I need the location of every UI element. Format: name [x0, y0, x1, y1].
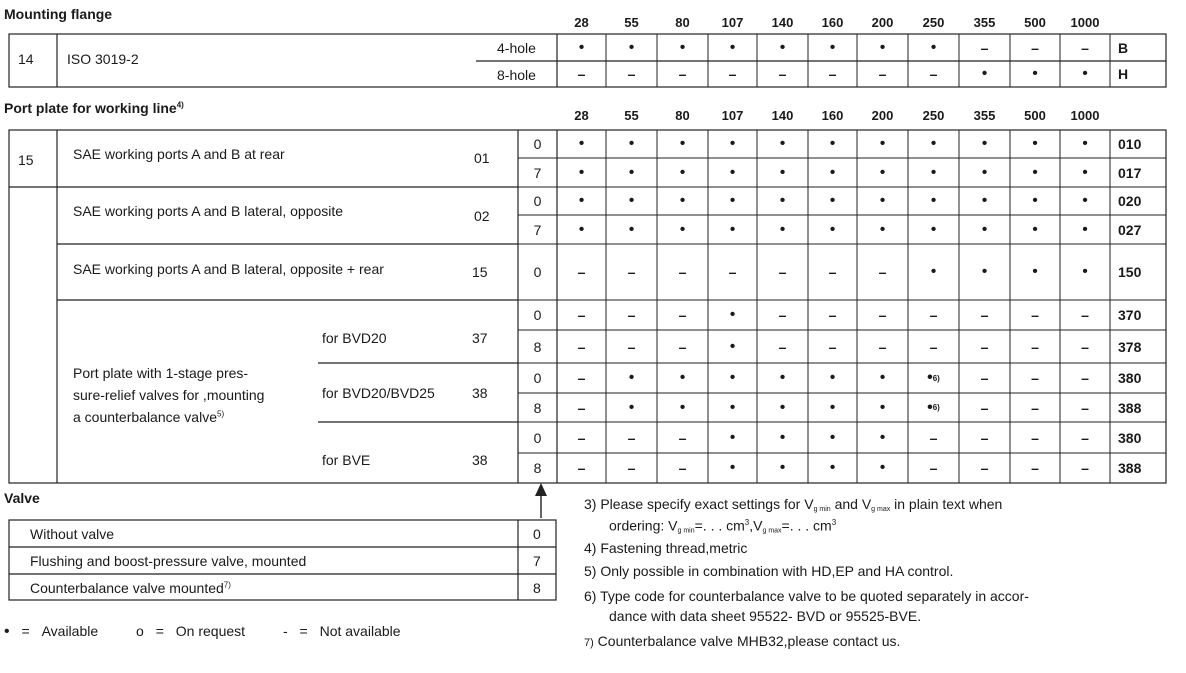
port-code: 027 [1118, 221, 1142, 238]
port-cell: – [577, 399, 586, 416]
port-cell: • [779, 428, 786, 446]
port-cell: • [628, 163, 635, 181]
port-cell: – [878, 307, 887, 323]
port-cell: – [980, 307, 989, 323]
port-cell: – [1031, 429, 1039, 446]
group-label-02: SAE working ports A and B lateral, opposite [73, 203, 344, 219]
mounting-size-55: 55 [624, 15, 639, 30]
port-cell: – [980, 429, 989, 446]
port-cell: • [981, 192, 988, 209]
port-cell: • [1082, 135, 1088, 152]
port-cell: – [878, 338, 887, 355]
port-cell: • [829, 398, 836, 416]
port-cell: • [1032, 263, 1038, 280]
mounting-size-107: 107 [721, 15, 744, 30]
port-cell: – [577, 429, 586, 446]
footnote-6-line2: dance with data sheet 95522- BVD or 95525-BVE. [609, 608, 922, 624]
port-cell: • [930, 135, 937, 152]
port-cell: – [828, 338, 837, 355]
mounting-cell: • [679, 38, 686, 56]
mounting-size-250: 250 [922, 15, 945, 30]
port-cell: • [578, 192, 585, 209]
port-cell: – [577, 338, 586, 355]
valve-title: Valve [4, 490, 40, 506]
port-cell: – [678, 264, 687, 280]
port-cell: • [1082, 163, 1088, 181]
sub-code-38-a: 38 [472, 385, 488, 401]
port-cell: – [1031, 460, 1039, 476]
port-cell: • 6) [927, 398, 940, 416]
legend-on-request-label: On request [175, 623, 246, 639]
port-cell: • [981, 263, 988, 280]
port-code: 388 [1118, 460, 1142, 476]
port-cell: • [578, 163, 585, 181]
valve-label-8: Counterbalance valve mounted$^{7)}$ [30, 580, 231, 596]
valve-code-cell: 0 [533, 136, 542, 152]
port-cell: • [628, 398, 635, 416]
mounting-size-200: 200 [871, 15, 894, 30]
port-cell: • [679, 163, 686, 181]
port-cell: • [930, 163, 937, 181]
port-size-160: 160 [821, 108, 844, 123]
valve-code-cell: 7 [533, 221, 542, 238]
port-cell: – [1031, 399, 1039, 416]
port-cell: • [829, 428, 836, 446]
sub-label-bvd20-bvd25: for BVD20/BVD25 [322, 385, 435, 401]
port-cell: – [678, 460, 687, 476]
port-cell: – [577, 307, 586, 323]
port-cell: • [679, 220, 686, 238]
port-cell: – [980, 338, 989, 355]
sub-label-bve: for BVE [322, 452, 371, 468]
relief-label-line2: sure-relief valves for ,mounting [73, 387, 265, 403]
port-cell: – [627, 338, 636, 355]
footnote-7: 7) Counterbalance valve MHB32,please contact us. [584, 633, 901, 649]
mounting-cell: – [828, 66, 837, 82]
port-cell: • [578, 220, 585, 238]
port-cell: • [729, 428, 736, 446]
port-cell: – [980, 399, 989, 416]
port-code: 020 [1118, 193, 1142, 209]
port-cell: • [729, 459, 736, 476]
valve-code-cell: 0 [533, 429, 542, 446]
port-size-55: 55 [624, 108, 639, 123]
port-cell: – [1031, 338, 1039, 355]
mounting-cell: • [578, 38, 585, 56]
footnote-3-line1: 3) Please specify exact settings for $V_{g min}$ and $V_{g max}$ in plain text when [584, 496, 1003, 513]
port-cell: – [929, 307, 938, 323]
port-size-140: 140 [771, 108, 794, 123]
port-cell: – [627, 460, 636, 476]
port-cell: – [627, 429, 636, 446]
valve-label-7: Flushing and boost-pressure valve, mounted [30, 553, 307, 569]
port-cell: • [829, 369, 836, 386]
hole-label-4: 4-hole [497, 40, 536, 56]
sub-code-37: 37 [472, 330, 488, 346]
port-cell: • [779, 398, 786, 416]
mounting-size-1000: 1000 [1070, 15, 1100, 30]
legend-not-available-symbol: - [282, 623, 288, 639]
port-cell: • [981, 220, 988, 238]
port-plate-title: Port plate for working line$^{4)}$ [4, 100, 184, 116]
mounting-cell: • [729, 38, 736, 56]
port-cell: • [829, 163, 836, 181]
mounting-size-140: 140 [771, 15, 794, 30]
port-cell: • [628, 192, 635, 209]
port-cell: • [679, 192, 686, 209]
port-cell: – [577, 460, 586, 476]
port-cell: – [828, 307, 837, 323]
port-cell: – [980, 370, 989, 386]
port-cell: – [929, 460, 938, 476]
port-cell: • [779, 135, 786, 152]
port-cell: – [1031, 307, 1039, 323]
valve-code-cell: 8 [533, 460, 542, 476]
mounting-size-355: 355 [973, 15, 996, 30]
port-cell: • [981, 135, 988, 152]
sub-code-38-b: 38 [472, 452, 488, 468]
valve-code-cell: 0 [533, 307, 542, 323]
port-cell: • [1082, 192, 1088, 209]
port-cell: • [628, 220, 635, 238]
group-code-02: 02 [474, 208, 490, 224]
mounting-cell: – [980, 39, 989, 56]
legend-not-available-label: Not available [319, 623, 401, 639]
valve-code-cell: 0 [533, 264, 542, 280]
port-cell: • [829, 459, 836, 476]
port-cell: – [1081, 370, 1089, 386]
port-cell: • [779, 220, 786, 238]
valve-label-0: Without valve [30, 526, 115, 542]
port-cell: – [1081, 307, 1089, 323]
mounting-cell: – [577, 66, 586, 82]
port-cell: • [879, 135, 886, 152]
port-cell: – [1031, 370, 1039, 386]
mounting-cell: • [829, 38, 836, 56]
port-cell: • [679, 135, 686, 152]
port-cell: • [1032, 220, 1038, 238]
port-cell: – [778, 264, 787, 280]
legend: • = Available o = On request - = Not available [4, 623, 401, 640]
port-cell: – [778, 338, 787, 355]
port-cell: • [729, 369, 736, 386]
port-cell: • [729, 398, 736, 416]
footnote-5: 5) Only possible in combination with HD,EP and HA control. [584, 563, 954, 579]
port-cell: • [930, 263, 937, 280]
valve-code-8: 8 [533, 580, 541, 596]
mounting-cell: • [779, 38, 786, 56]
valve-code-0: 0 [533, 526, 541, 542]
mounting-cell: • [628, 38, 635, 56]
port-size-200: 200 [871, 108, 894, 123]
mounting-cell: – [1031, 39, 1039, 56]
mounting-cell: • [1032, 65, 1038, 82]
port-code: 150 [1118, 264, 1142, 280]
port-cell: • [930, 220, 937, 238]
mounting-cell: • [879, 38, 886, 56]
footnote-4: 4) Fastening thread,metric [584, 540, 748, 556]
port-cell: • [679, 369, 686, 386]
port-cell: – [929, 429, 938, 446]
port-cell: • [879, 459, 886, 476]
port-code: 010 [1118, 136, 1142, 152]
valve-code-cell: 7 [533, 164, 542, 181]
relief-label-line3: a counterbalance valve$^{5)}$ [73, 409, 225, 425]
mounting-cell: – [778, 66, 787, 82]
port-cell: • [779, 163, 786, 181]
port-cell: • [1082, 220, 1088, 238]
port-cell: – [577, 370, 586, 386]
port-size-80: 80 [675, 108, 690, 123]
relief-label-line1: Port plate with 1-stage pres- [73, 365, 249, 381]
port-cell: • [1082, 263, 1088, 280]
legend-on-request-symbol: o [136, 623, 144, 639]
port-code: 380 [1118, 370, 1142, 386]
port-cell: • [879, 163, 886, 181]
port-cell: • [729, 192, 736, 209]
mounting-cell: – [1081, 39, 1089, 56]
port-cell: • [1032, 192, 1038, 209]
mounting-code: B [1118, 39, 1129, 56]
mounting-size-160: 160 [821, 15, 844, 30]
valve-code-cell: 8 [533, 338, 542, 355]
footnote-6-line1: 6) Type code for counterbalance valve to be quoted separately in accor- [584, 588, 1029, 604]
port-cell: • [578, 135, 585, 152]
legend-available-label: Available [41, 623, 99, 639]
port-cell: • [981, 163, 988, 181]
port-cell: • [729, 163, 736, 181]
group-code-01: 01 [474, 150, 490, 166]
valve-code-cell: 8 [533, 399, 542, 416]
port-size-28: 28 [574, 108, 589, 123]
port-cell: • [729, 306, 736, 323]
port-size-107: 107 [721, 108, 744, 123]
port-code: 017 [1118, 164, 1142, 181]
port-cell: – [627, 307, 636, 323]
port-cell: – [980, 460, 989, 476]
mounting-flange-number: 14 [18, 51, 34, 67]
port-cell: • [729, 337, 736, 355]
port-cell: – [778, 307, 787, 323]
mounting-size-500: 500 [1024, 15, 1046, 30]
port-cell: • [829, 220, 836, 238]
port-size-500: 500 [1024, 108, 1046, 123]
footnote-3-line2: ordering: $V_{g min}=$. . . $cm^3,V_{g max}=$. . . $cm^3$ [609, 517, 837, 535]
port-cell: – [1081, 338, 1089, 355]
mounting-cell: – [678, 66, 687, 82]
port-code: 388 [1118, 399, 1142, 416]
port-plate-number: 15 [18, 152, 34, 168]
port-cell: • [729, 135, 736, 152]
group-label-15: SAE working ports A and B lateral, opposite + rear [73, 261, 384, 277]
port-cell: • [879, 398, 886, 416]
mounting-cell: • [930, 38, 937, 56]
group-label-01: SAE working ports A and B at rear [73, 146, 285, 162]
group-code-15: 15 [472, 264, 488, 280]
port-cell: • [879, 192, 886, 209]
port-cell: • [729, 220, 736, 238]
mounting-cell: – [878, 66, 887, 82]
port-cell: • [829, 192, 836, 209]
port-cell: • [829, 135, 836, 152]
legend-available-symbol: • [4, 623, 10, 640]
port-cell: – [828, 264, 837, 280]
port-code: 370 [1118, 307, 1142, 323]
port-size-1000: 1000 [1070, 108, 1100, 123]
valve-code-cell: 0 [533, 370, 542, 386]
mounting-flange-name: ISO 3019-2 [67, 51, 139, 67]
port-cell: • [779, 459, 786, 476]
port-cell: • [879, 220, 886, 238]
mounting-size-28: 28 [574, 15, 589, 30]
mounting-cell: – [929, 66, 938, 82]
sub-label-bvd20: for BVD20 [322, 330, 387, 346]
port-cell: – [678, 338, 687, 355]
port-size-355: 355 [973, 108, 996, 123]
mounting-cell: – [627, 66, 636, 82]
mounting-cell: • [981, 65, 988, 82]
port-cell: – [678, 307, 687, 323]
port-cell: • [879, 428, 886, 446]
valve-code-7: 7 [533, 553, 541, 569]
mounting-flange-title: Mounting flange [4, 6, 113, 22]
port-cell: • [879, 369, 886, 386]
mounting-code: H [1118, 66, 1129, 82]
arrow-up-icon [535, 483, 547, 518]
port-cell: • [779, 369, 786, 386]
port-cell: – [929, 338, 938, 355]
mounting-cell: • [1082, 65, 1088, 82]
port-cell: – [728, 264, 737, 280]
port-cell: – [1081, 399, 1089, 416]
port-cell: – [577, 264, 586, 280]
port-cell: – [1081, 429, 1089, 446]
port-cell: • [930, 192, 937, 209]
port-cell: – [678, 429, 687, 446]
valve-code-cell: 0 [533, 193, 542, 209]
port-cell: • [628, 135, 635, 152]
port-cell: – [878, 264, 887, 280]
port-code: 378 [1118, 338, 1142, 355]
port-cell: • [628, 369, 635, 386]
mounting-cell: – [728, 66, 737, 82]
port-cell: – [1081, 460, 1089, 476]
port-cell: • [1032, 135, 1038, 152]
port-code: 380 [1118, 429, 1142, 446]
port-cell: • [1032, 163, 1038, 181]
port-cell: • [679, 398, 686, 416]
port-cell: – [627, 264, 636, 280]
port-cell: • [779, 192, 786, 209]
port-size-250: 250 [922, 108, 945, 123]
hole-label-8: 8-hole [497, 67, 536, 83]
port-cell: • 6) [927, 369, 940, 386]
mounting-size-80: 80 [675, 15, 690, 30]
